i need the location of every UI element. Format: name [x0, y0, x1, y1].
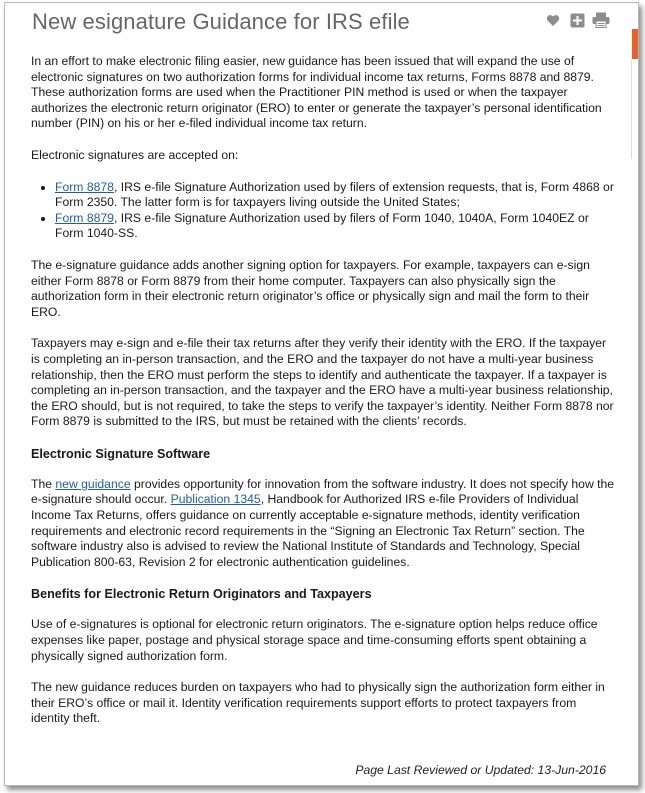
scrollbar-thumb[interactable] [632, 29, 638, 59]
software-paragraph [31, 477, 615, 571]
last-reviewed: Page Last Reviewed or Updated: 13-Jun-2016 [355, 763, 606, 777]
article-body [31, 54, 615, 743]
form-list [31, 180, 615, 242]
software-heading: Electronic Signature Software [31, 446, 211, 461]
identity-paragraph: Taxpayers may e-sign and e-file their tax returns after they verify their identity with the ERO. If the taxpayer is completing an in-person transaction, and the ERO and the taxpayer do not have a multi-year business relationship, then the ERO must perform the steps to identify and authenticate the taxpayer. If a taxpayer is completing an in-person transaction, and the taxpayer and the ERO have a multi-year business relationship, the ERO should, but is not required, to take the steps to verify the taxpayer’s identity. Neither Form 8878 nor Form 8879 is submitted to the IRS, but must be retained with the clients’ records. [31, 336, 614, 429]
toolbar [544, 11, 610, 29]
benefits-paragraph: Use of e-signatures is optional for electronic return originators. The e-signature option helps reduce office expenses like paper, postage and physical storage space and time-consuming efforts spent obtaining a physically signed authorization form. [31, 617, 598, 663]
esignature-option-paragraph: The e-signature guidance adds another signing option for taxpayers. For example, taxpayers can e-sign either Form 8878 or Form 8879 from their home computer. Taxpayers can also physically sign the authorization form in their electronic return originator’s office or physically sign and mail the form to their ERO. [31, 257, 590, 319]
software-text-1: The [31, 476, 56, 491]
scrollbar-track[interactable] [631, 59, 638, 159]
plus-icon[interactable] [568, 11, 586, 29]
form-8879-link[interactable]: Form 8879 [55, 210, 114, 225]
list-item-text: , IRS e-file Signature Authorization used by filers of extension requests, that is, Form 4868 or Form 2350. The latter form is for taxpayers living outside the United States; [55, 179, 614, 210]
list-item [55, 180, 615, 211]
form-8878-link[interactable]: Form 8878 [55, 179, 114, 194]
new-guidance-link[interactable]: new guidance [55, 476, 131, 491]
burden-paragraph: The new guidance reduces burden on taxpayers who had to physically sign the authorization form either in their ERO’s office or mail it. Identity verification requirements support efforts to protect taxpayers from identity theft. [31, 680, 605, 726]
list-item-text: , IRS e-file Signature Authorization used by filers of Form 1040, 1040A, Form 1040EZ or Form 1040-SS. [55, 210, 589, 241]
accepted-on-text: Electronic signatures are accepted on: [31, 147, 239, 162]
intro-paragraph: In an effort to make electronic filing easier, new guidance has been issued that will expand the use of electronic signatures on two authorization forms for individual income tax returns, Forms 8878 and 8879. These authorization forms are used when the Practitioner PIN method is used or when the taxpayer authorizes the electronic return originator (ERO) to enter or generate the taxpayer’s personal identification number (PIN) on his or her e-filed individual income tax return. [31, 54, 602, 131]
article-window [4, 2, 639, 786]
heart-icon[interactable] [544, 11, 562, 29]
benefits-heading: Benefits for Electronic Return Originators and Taxpayers [31, 587, 372, 602]
list-item [55, 211, 615, 242]
page-title: New esignature Guidance for IRS efile [32, 9, 410, 34]
software-text-3: , Handbook for Authorized IRS e-file Providers of Individual Income Tax Returns, offers guidance on currently acceptable e-signature methods, identity verification requirements and electronic record requirements in the “Signing an Electronic Tax Return” section. The software industry also is advised to review the National Institute of Standards and Technology, Special Publication 800-63, Revision 2 for electronic authentication guidelines. [31, 492, 585, 569]
print-icon[interactable] [592, 11, 610, 29]
software-text-2: provides opportunity for innovation from the software industry. It does not specify how the e-signature should occur. [31, 476, 615, 507]
publication-1345-link[interactable]: Publication 1345 [170, 492, 261, 507]
